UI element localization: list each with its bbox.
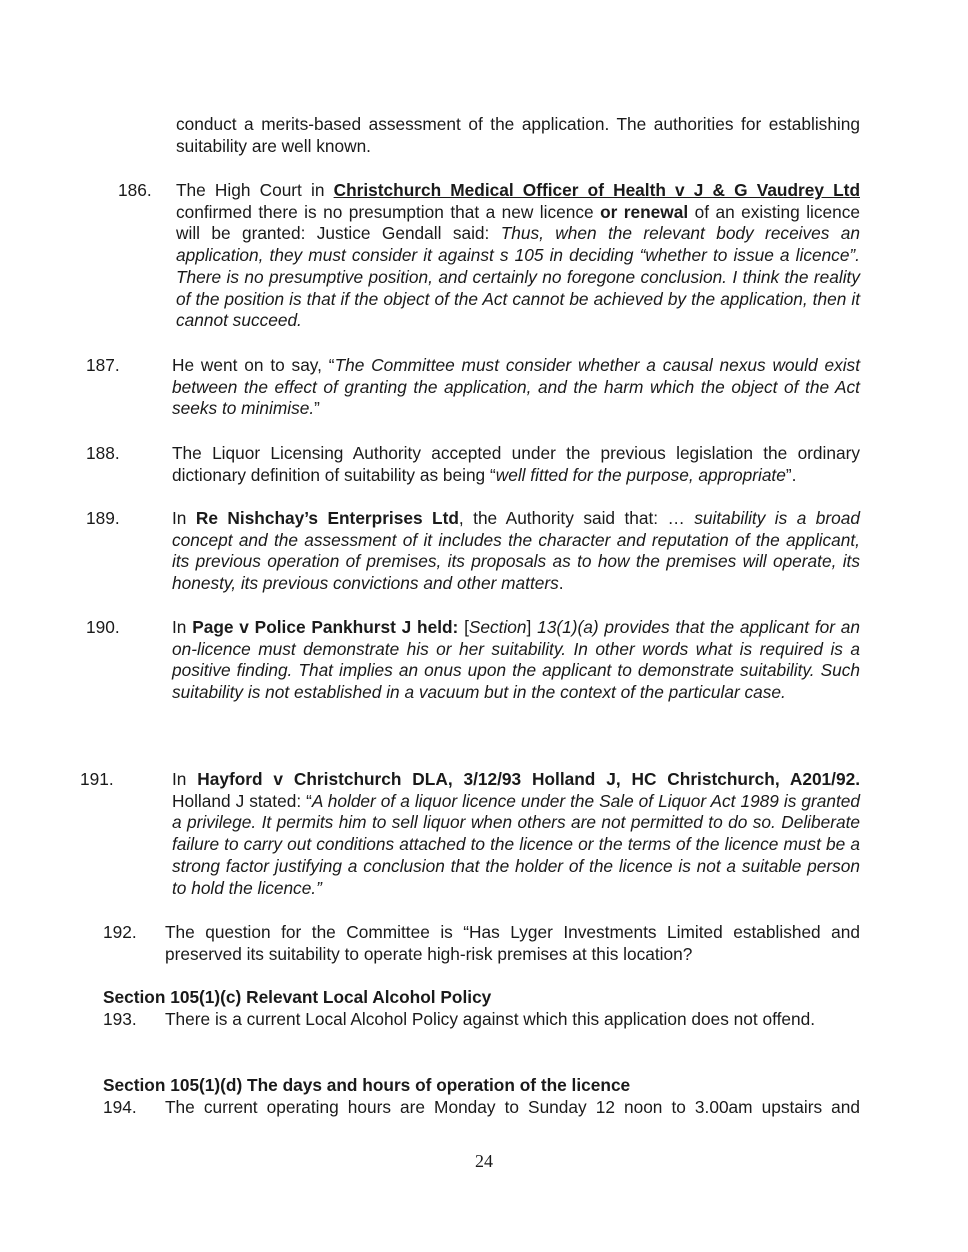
paragraph-number: 193. <box>103 1009 137 1029</box>
paragraph-number: 191. <box>80 769 114 789</box>
case-citation: Page v Police Pankhurst J held: <box>192 617 459 637</box>
text-run: The High Court in <box>176 180 334 200</box>
text-run: . <box>558 573 564 594</box>
text-run: The Liquor Licensing Authority accepted under the previous legislation the ordinary dictionary definition of suitability as being “ <box>172 443 860 485</box>
text-run: ] <box>526 617 538 637</box>
paragraph-number: 189. <box>86 508 120 528</box>
paragraph-text: The question for the Committee is “Has Lyger Investments Limited established and preserved its suitability to operate high-risk premises at this location? <box>165 922 860 964</box>
paragraph-187 <box>172 355 860 420</box>
paragraph-193 <box>165 1009 860 1031</box>
section-heading: Section 105(1)(d) The days and hours of operation of the licence <box>103 1075 631 1095</box>
text-run: , the Authority said that: … <box>458 508 695 528</box>
paragraph-191 <box>172 769 860 899</box>
quotation: suitability is a broad concept and the assessment of it includes the character and reputation of the applicant, its previous operation of premises, its proposals as to how the premises will operate, its honesty, its previous convictions and other matters <box>172 508 860 594</box>
page-number: 24 <box>475 1151 493 1171</box>
paragraph-192 <box>165 922 860 965</box>
text-run: He went on to say, “ <box>172 355 335 375</box>
text-run: of an existing licence will be granted: Justice Gendall said: <box>176 201 860 244</box>
text-run: In <box>172 769 198 789</box>
text-run: In <box>172 508 196 528</box>
paragraph-number: 194. <box>103 1097 137 1117</box>
paragraph-number: 192. <box>103 922 137 942</box>
paragraph-190 <box>172 617 860 704</box>
paragraph-number: 186. <box>118 180 152 200</box>
paragraph-186 <box>176 180 860 332</box>
quotation: The Committee must consider whether a causal nexus would exist between the effect of granting the application, and the harm which the object of the Act seeks to minimise. <box>172 355 860 419</box>
emphasis-text: or renewal <box>600 201 689 222</box>
text-run: [ <box>458 617 469 637</box>
text-run: Holland J stated: “ <box>172 790 312 811</box>
paragraph-text: There is a current Local Alcohol Policy against which this application does not offend. <box>165 1009 816 1029</box>
quotation: Thus, when the relevant body receives an application, they must consider it against s 105 in deciding “whether to issue a licence”. There is no presumptive position, and certainly no foregone conclusion. I think the reality of the position is that if the object of the Act cannot be achieved by the application, then it cannot succeed. <box>176 223 860 331</box>
paragraph-number: 187. <box>86 355 120 375</box>
paragraph-194 <box>165 1097 860 1119</box>
text-run: ” <box>314 398 320 419</box>
section-heading: Section 105(1)(c) Relevant Local Alcohol Policy <box>103 987 492 1007</box>
paragraph-189 <box>172 508 860 595</box>
paragraph-text: conduct a merits-based assessment of the application. The authorities for establishing suitability are well known. <box>176 114 860 156</box>
paragraph-continuation <box>176 114 860 157</box>
paragraph-188 <box>172 443 860 486</box>
quotation: Section <box>468 617 527 637</box>
text-run: confirmed there is no presumption that a new licence <box>176 201 601 222</box>
text-run: In <box>172 617 193 637</box>
paragraph-number: 190. <box>86 617 120 637</box>
paragraph-number: 188. <box>86 443 120 463</box>
paragraph-text: The current operating hours are Monday to Sunday 12 noon to 3.00am upstairs and <box>165 1097 860 1117</box>
quotation: A holder of a liquor licence under the Sale of Liquor Act 1989 is granted a privilege. It permits him to sell liquor when others are not permitted to do so. Deliberate failure to carry out conditions attached to the licence or the terms of the licence must be a strong factor justifying a conclusion that the holder of the licence is not a suitable person to hold the licence.” <box>172 790 860 898</box>
quotation: well fitted for the purpose, appropriate <box>495 464 786 485</box>
text-run: ”. <box>785 464 797 485</box>
case-citation: Christchurch Medical Officer of Health v J & G Vaudrey Ltd <box>333 180 860 200</box>
case-citation: Re Nishchay’s Enterprises Ltd <box>195 508 459 528</box>
case-citation: Hayford v Christchurch DLA, 3/12/93 Holland J, HC Christchurch, A201/92. <box>197 769 860 789</box>
quotation: 13(1)(a) provides that the applicant for an on-licence must demonstrate his or her suitability. In other words what is required is a positive finding. That implies an onus upon the applicant to demonstrate suitability. Such suitability is not established in a vacuum but in the context of the particular case. <box>172 617 860 703</box>
